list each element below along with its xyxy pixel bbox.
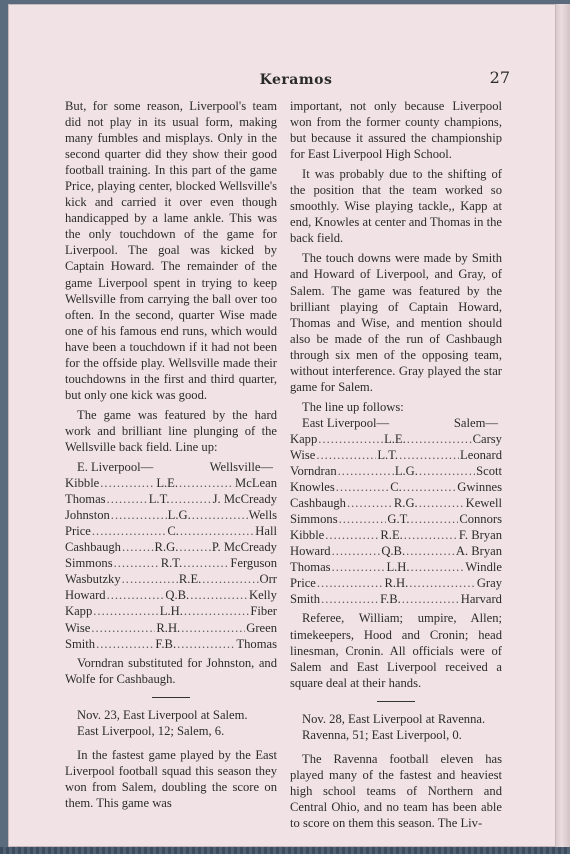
lineup-header [290,415,502,431]
player-name-left: Smith [290,592,321,607]
player-name-right: F. Bryan [458,528,502,543]
leader-dots [321,591,379,607]
player-position: L.E. [156,476,178,491]
player-name-right: Kelly [249,588,277,603]
lineup-row [290,543,502,559]
player-position: L.E. [384,431,406,446]
leader-dots [100,475,155,491]
lineup-row [290,447,502,463]
leader-dots [332,543,381,559]
left-column [65,98,277,815]
lineup-row [290,559,502,575]
lineup-table [290,415,502,608]
lineup-row [65,555,277,571]
leader-dots [202,571,258,587]
leader-dots [91,620,155,636]
player-name-left: Price [290,576,316,591]
player-name-left: Wise [65,620,91,635]
leader-dots [122,539,154,555]
leader-dots [111,507,167,523]
lineup-team-left: E. Liverpool— [77,460,154,475]
lineup-row [65,523,277,539]
match-heading [290,711,502,743]
player-position: L.G. [394,464,418,479]
lineup-team-right: Salem— [453,415,498,430]
leader-dots [192,507,248,523]
paragraph: But, for some reason, Liverpool's team did not play in its usual form, making many fumbles and misplays. Only in the second quarter did they show their good football training. In this part of the game Price, playing center, blocked Wellsville's kick and carried it over even though handicapped by a lame ankle. This was the only touchdown of the game for Liverpool. The goal was kicked by Captain Howard. The remainder of the game Liverpool spent in trying to keep Wellsville from carrying the ball over too often. In the second, quarter Wise made one of his famous end runs, which would have been a touchdown if it had not been for the offside play. Wellsville made their touchdowns in the first and third quarter, but only one kick was good. [65,99,277,402]
player-name-left: Kibble [290,528,325,543]
player-name-left: Kapp [290,431,318,446]
lineup-table [65,459,277,652]
lineup-row [65,475,277,491]
leader-dots [419,495,465,511]
player-position: R.G. [154,540,179,555]
paragraph: It was probably due to the shifting of the position that the team worked so smoothly. Wise playing tackle,, Kapp at end, Knowles at center and Thomas in the back field. [290,167,502,246]
leader-dots [122,571,178,587]
lineup-row [65,587,277,603]
leader-dots [184,603,250,619]
paragraph: important, not only because Liverpool won from the former county champions, but because it assured the championship for East Liverpool High School. [290,99,502,162]
right-column [290,98,502,835]
player-name-right: Harvard [460,592,502,607]
player-name-right: Hall [255,524,277,539]
player-name-left: Vorndran [290,464,337,479]
paragraph: Referee, William; umpire, Allen; timekeepers, Hood and Cronin; head linesman, Cronin. All officials were of Salem and East Liverpool received a square deal at their hands. [290,611,502,690]
lineup-row [290,495,502,511]
leader-dots [317,575,384,591]
player-position: L.G. [167,508,191,523]
player-position: Q.B. [165,588,190,603]
lineup-team-left: East Liverpool— [302,415,390,430]
player-position: L.H. [386,560,410,575]
leader-dots [404,527,458,543]
player-name-right: Kewell [465,496,502,511]
leader-dots [325,527,379,543]
player-name-right: A. Bryan [455,544,503,559]
lineup-row [290,591,502,607]
lineup-row [290,463,502,479]
player-name-right: Carsy [472,431,502,446]
lineup-row [290,511,502,527]
player-name-left: Howard [65,588,106,603]
player-name-right: Orr [259,572,277,587]
lineup-row [65,507,277,523]
player-name-right: Fiber [250,604,277,619]
leader-dots [318,431,383,447]
match-heading-line: Nov. 28, East Liverpool at Ravenna. [302,711,486,726]
paragraph: In the fastest game played by the East Liverpool football squad this season they won from Salem, doubling the score on them. This game was [65,747,277,810]
lineup-row [290,527,502,543]
player-name-right: P. McCready [211,540,277,555]
paragraph: Vorndran substituted for Johnston, and Wolfe for Cashbaugh. [65,655,277,686]
player-position: L.T. [377,447,399,462]
match-heading [65,707,277,739]
leader-dots [407,431,472,447]
section-divider [152,697,190,698]
player-position: R.E. [380,528,403,543]
paragraph: The game was featured by the hard work and brilliant line plunging of the Wellsville back field. Line up: [65,407,277,454]
leader-dots [114,555,160,571]
leader-dots [336,479,389,495]
leader-dots [406,543,455,559]
player-name-left: Smith [65,636,96,651]
player-position: R.H. [384,576,409,591]
lineup-row [65,491,277,507]
leader-dots [409,575,476,591]
player-name-right: Thomas [236,636,277,651]
player-position: R.E. [178,572,202,587]
player-name-left: Cashbaugh [290,496,346,511]
paragraph: The Ravenna football eleven has played many of the fastest and heaviest high school teams of Northern and Central Ohio, and no team has been able to score on them this season. The Liv- [290,751,502,830]
player-name-right: Gwinnes [457,480,502,495]
lineup-row [290,575,502,591]
player-name-right: Gray [476,576,502,591]
player-name-left: Thomas [65,492,106,507]
leader-dots [177,636,235,652]
player-name-right: J. McCready [212,492,277,507]
leader-dots [179,475,234,491]
player-name-left: Kapp [65,604,93,619]
leader-dots [179,539,211,555]
player-position: F.B. [155,636,177,651]
player-name-right: Wells [248,508,277,523]
player-position: R.H. [156,620,181,635]
paragraph: The line up follows: [302,399,404,414]
leader-dots [92,523,166,539]
player-name-left: Simmons [290,512,338,527]
player-name-left: Knowles [290,480,335,495]
leader-dots [419,463,475,479]
leader-dots [402,591,460,607]
player-name-left: Wasbutzky [65,572,121,587]
leader-dots [107,587,165,603]
player-name-right: Connors [459,512,502,527]
lineup-row [65,571,277,587]
player-position: R.G. [393,496,418,511]
leader-dots [96,636,154,652]
lineup-row [290,431,502,447]
player-name-right: Green [246,620,277,635]
leader-dots [93,603,159,619]
leader-dots [183,555,229,571]
player-position: F.B. [380,592,401,607]
player-name-left: Kibble [65,476,100,491]
player-name-left: Thomas [290,560,331,575]
player-position: R.T. [160,556,183,571]
leader-dots [411,511,459,527]
leader-dots [347,495,393,511]
page-number: 27 [489,68,510,87]
leader-dots [181,620,245,636]
player-name-left: Cashbaugh [65,540,121,555]
player-position: L.T. [148,492,170,507]
leader-dots [403,479,456,495]
running-header-title: Keramos [259,72,333,88]
leader-dots [190,587,248,603]
player-name-right: Windle [465,560,502,575]
match-score-line: East Liverpool, 12; Salem, 6. [77,723,225,738]
lineup-row [290,479,502,495]
player-position: Q.B. [381,544,406,559]
player-position: C. [390,480,402,495]
lineup-row [65,539,277,555]
book-cover-edge [0,847,570,854]
lineup-row [65,620,277,636]
section-divider [377,701,415,702]
player-name-left: Simmons [65,556,113,571]
leader-dots [107,491,148,507]
paragraph: The touch downs were made by Smith and Howard of Liverpool, and Gray, of Salem. The game was featured by the brilliant playing of Captain Howard, Thomas and Wise, and mention should also be made of the run of Cashbaugh through six men of the opposing team, without interference. Gray played the star game for Salem. [290,251,502,394]
leader-dots [338,463,394,479]
page-spine-edge [556,4,570,847]
leader-dots [332,559,386,575]
player-name-left: Johnston [65,508,110,523]
player-name-left: Price [65,524,91,539]
lineup-row [65,603,277,619]
lineup-header [65,459,277,475]
leader-dots [316,447,376,463]
leader-dots [411,559,465,575]
player-position: C. [167,524,179,539]
player-name-right: McLean [235,476,277,491]
lineup-team-right: Wellsville— [209,460,273,475]
player-name-right: Leonard [460,447,502,462]
leader-dots [180,523,254,539]
player-position: L.H. [159,604,183,619]
match-heading-line: Nov. 23, East Liverpool at Salem. [77,707,248,722]
leader-dots [339,511,387,527]
leader-dots [399,447,459,463]
player-name-left: Howard [290,544,331,559]
leader-dots [170,491,211,507]
match-score-line: Ravenna, 51; East Liverpool, 0. [302,727,462,742]
player-position: G.T. [387,512,410,527]
player-name-left: Wise [290,447,316,462]
player-name-right: Scott [476,464,502,479]
lineup-row [65,636,277,652]
player-name-right: Ferguson [230,556,277,571]
